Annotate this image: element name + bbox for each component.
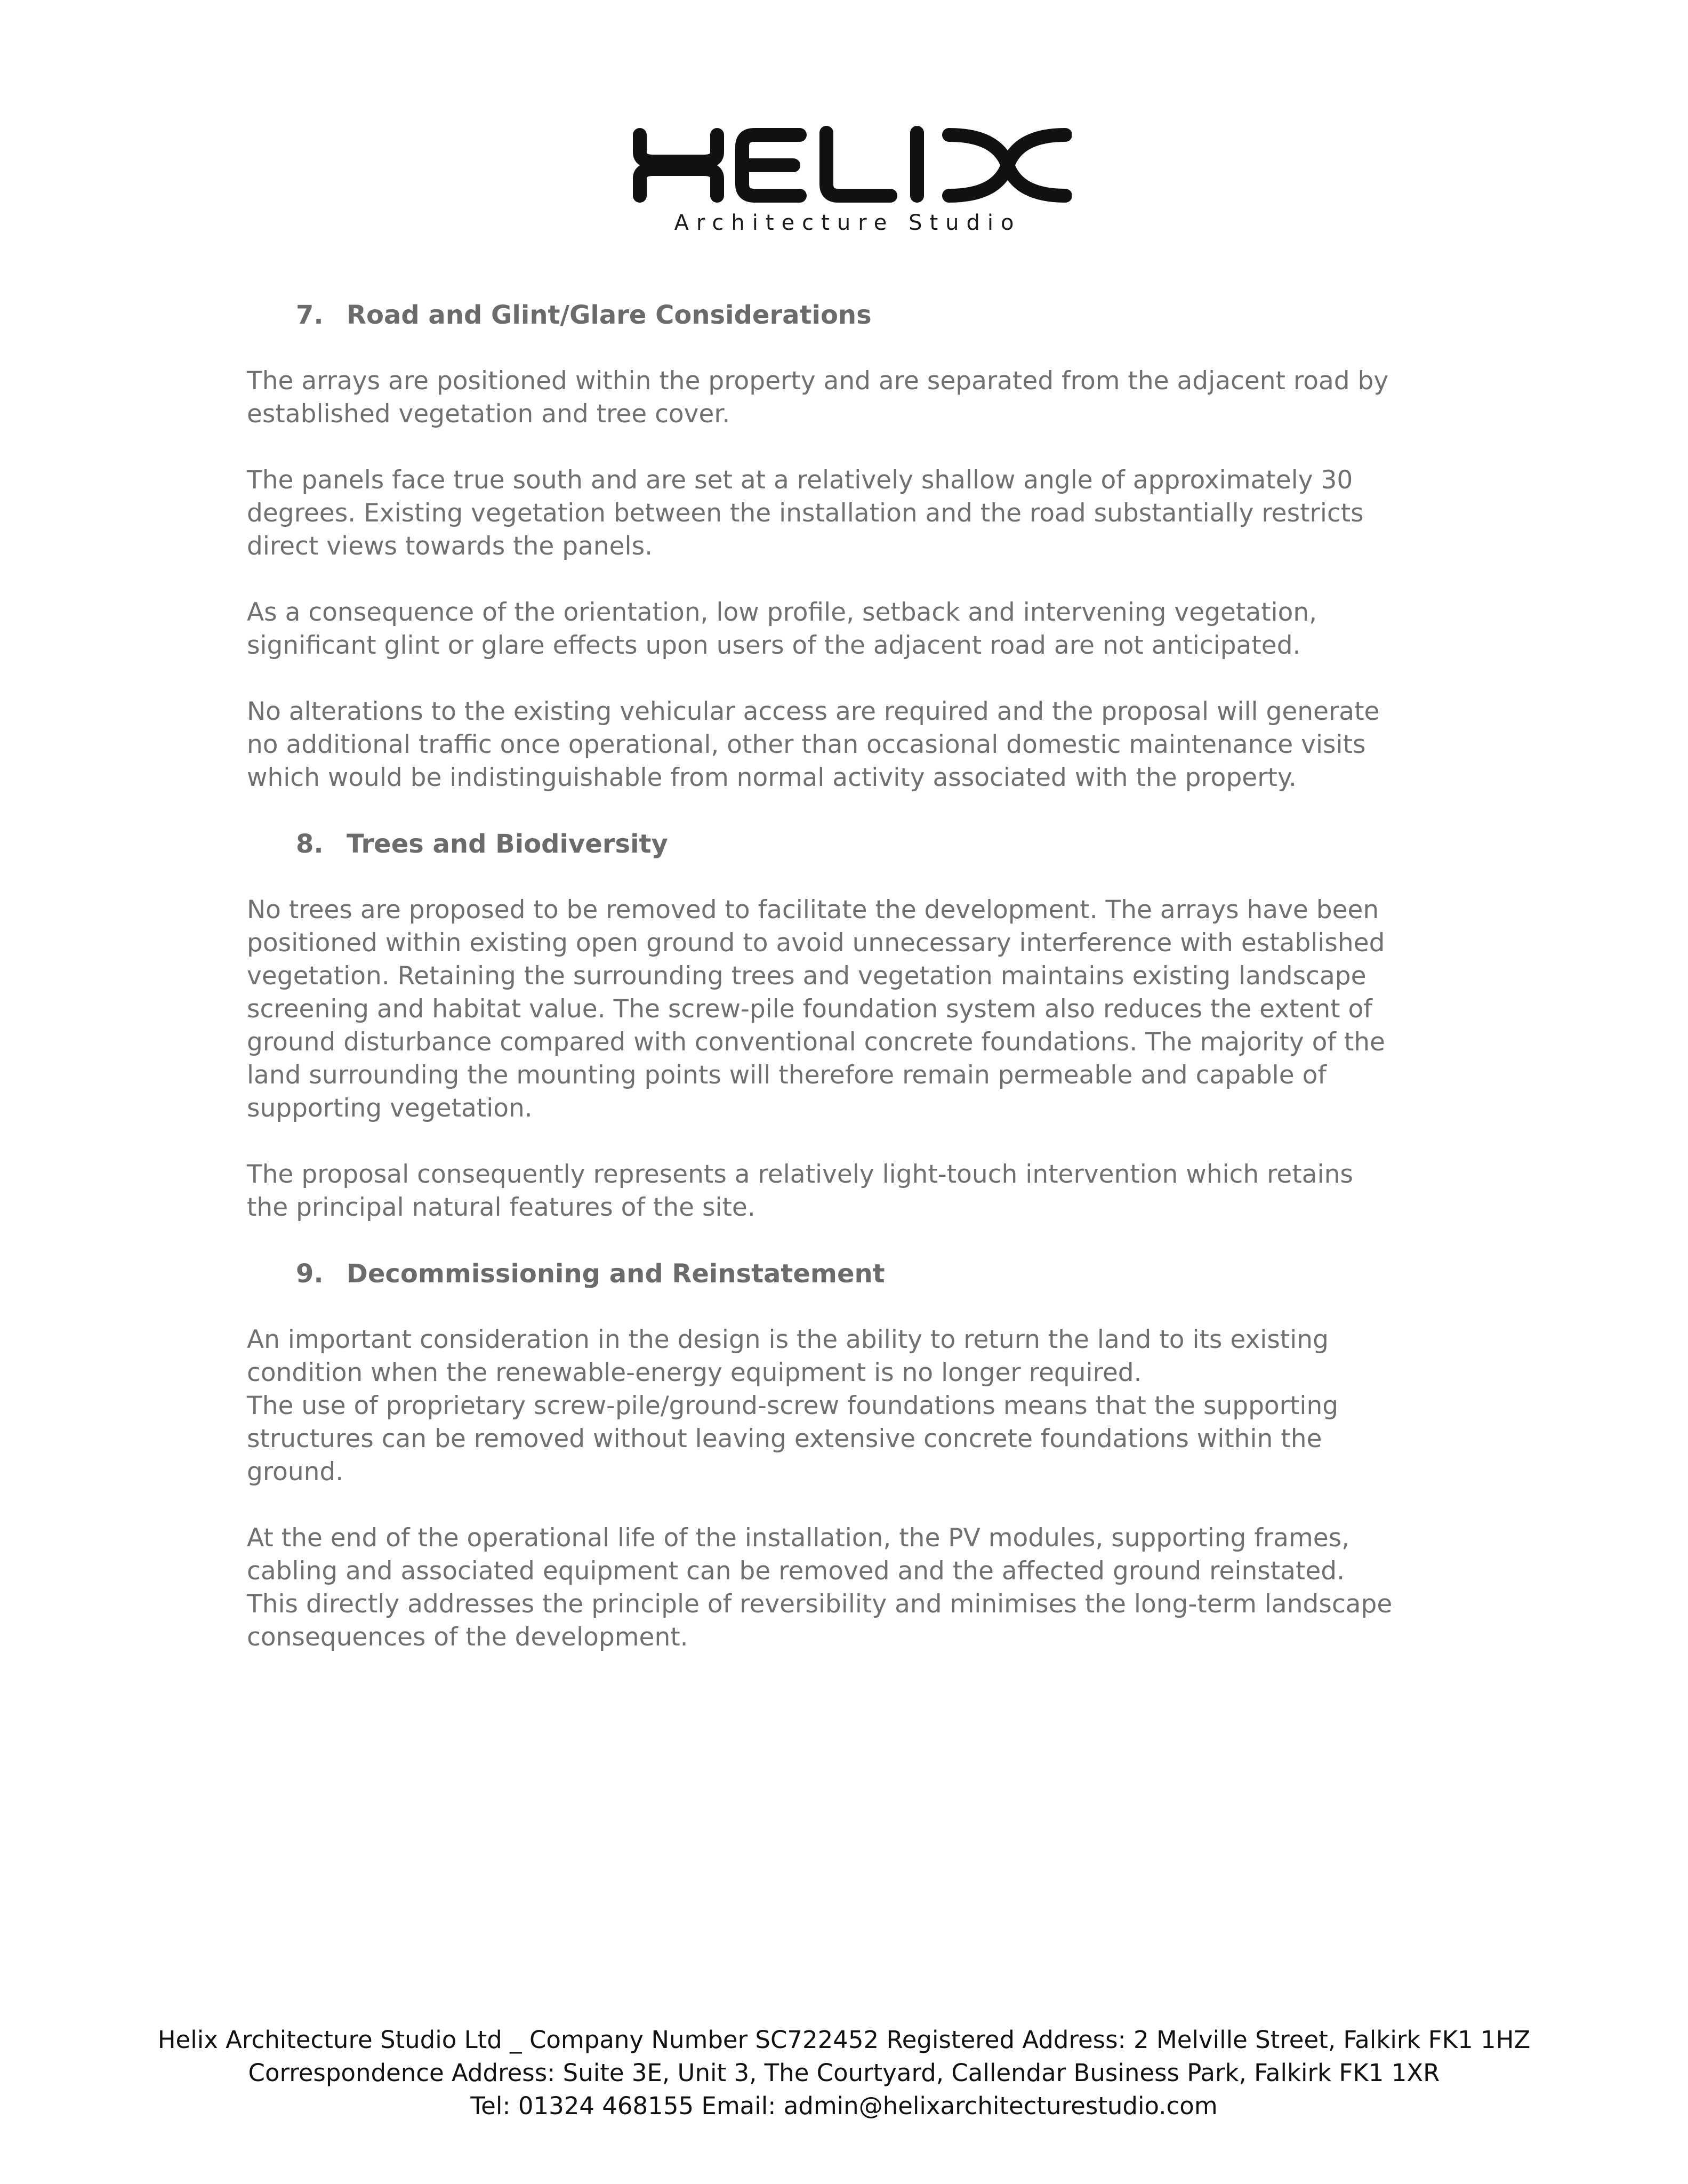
page-footer — [0, 2024, 1688, 2123]
paragraph-line: condition when the renewable-energy equipment is no longer required. — [247, 1358, 1142, 1387]
section-number: 9. — [296, 1259, 324, 1289]
section-number: 7. — [296, 300, 324, 330]
paragraph-line: no additional traffic once operational, other than occasional domestic maintenance visits — [247, 730, 1366, 759]
section-heading-9 — [296, 1257, 885, 1290]
paragraph — [247, 596, 1446, 662]
paragraph-line: The arrays are positioned within the property and are separated from the adjacent road by — [247, 366, 1389, 396]
paragraph-line: which would be indistinguishable from normal activity associated with the property. — [247, 763, 1297, 792]
paragraph-line: cabling and associated equipment can be removed and the affected ground reinstated. — [247, 1556, 1345, 1586]
paragraph — [247, 1323, 1446, 1489]
paragraph-line: No alterations to the existing vehicular access are required and the proposal will generate — [247, 697, 1380, 726]
footer-contact-text: Tel: 01324 468155 Email: admin@helixarchitecturestudio.com — [470, 2092, 1218, 2120]
footer-address-line: Correspondence Address: Suite 3E, Unit 3, The Courtyard, Callendar Business Park, Falkirk FK1 1XR — [248, 2059, 1440, 2087]
paragraph — [247, 1158, 1446, 1224]
paragraph-line: The use of proprietary screw-pile/ground-screw foundations means that the supporting — [247, 1391, 1339, 1420]
paragraph-line: At the end of the operational life of the installation, the PV modules, supporting frames, — [247, 1523, 1350, 1553]
paragraph — [247, 365, 1446, 431]
helix-logo — [624, 125, 1072, 237]
section-heading-8 — [296, 828, 668, 861]
paragraph-line: supporting vegetation. — [247, 1094, 533, 1123]
paragraph-line: As a consequence of the orientation, low profile, setback and intervening vegetation, — [247, 598, 1317, 627]
paragraph-line: significant glint or glare effects upon users of the adjacent road are not anticipated. — [247, 631, 1301, 660]
logo-tagline: Architecture Studio — [674, 211, 1022, 235]
paragraph-line: the principal natural features of the site. — [247, 1193, 755, 1222]
paragraph-line: land surrounding the mounting points will therefore remain permeable and capable of — [247, 1061, 1327, 1090]
paragraph — [247, 1522, 1446, 1654]
section-number: 8. — [296, 829, 324, 859]
section-title: Decommissioning and Reinstatement — [347, 1259, 885, 1289]
paragraph-line: positioned within existing open ground to avoid unnecessary interference with established — [247, 928, 1385, 958]
paragraph-line: direct views towards the panels. — [247, 532, 653, 561]
paragraph-line: established vegetation and tree cover. — [247, 399, 730, 429]
paragraph — [247, 464, 1446, 563]
helix-wordmark — [624, 125, 1072, 205]
paragraph-line: screening and habitat value. The screw-pile foundation system also reduces the extent of — [247, 994, 1372, 1024]
paragraph-line: The proposal consequently represents a relatively light-touch intervention which retains — [247, 1160, 1353, 1189]
paragraph — [247, 894, 1446, 1125]
paragraph — [247, 695, 1446, 794]
footer-company-line: Helix Architecture Studio Ltd _ Company Number SC722452 Registered Address: 2 Melville Street, Falkirk FK1 1HZ — [157, 2026, 1531, 2054]
section-title: Trees and Biodiversity — [347, 829, 668, 859]
paragraph-line: This directly addresses the principle of reversibility and minimises the long-term landscape — [247, 1589, 1393, 1619]
section-heading-7 — [296, 299, 872, 332]
paragraph-line: ground. — [247, 1457, 344, 1487]
paragraph-line: consequences of the development. — [247, 1623, 688, 1652]
paragraph-line: ground disturbance compared with conventional concrete foundations. The majority of the — [247, 1027, 1385, 1057]
paragraph-line: An important consideration in the design is the ability to return the land to its existing — [247, 1325, 1329, 1354]
footer-contact-line — [0, 2090, 1688, 2123]
paragraph-line: vegetation. Retaining the surrounding trees and vegetation maintains existing landscape — [247, 961, 1367, 991]
paragraph-line: degrees. Existing vegetation between the installation and the road substantially restricts — [247, 499, 1364, 528]
section-title: Road and Glint/Glare Considerations — [347, 300, 872, 330]
paragraph-line: structures can be removed without leaving extensive concrete foundations within the — [247, 1424, 1322, 1454]
paragraph-line: No trees are proposed to be removed to facilitate the development. The arrays have been — [247, 895, 1379, 925]
paragraph-line: The panels face true south and are set at a relatively shallow angle of approximately 30 — [247, 465, 1353, 495]
